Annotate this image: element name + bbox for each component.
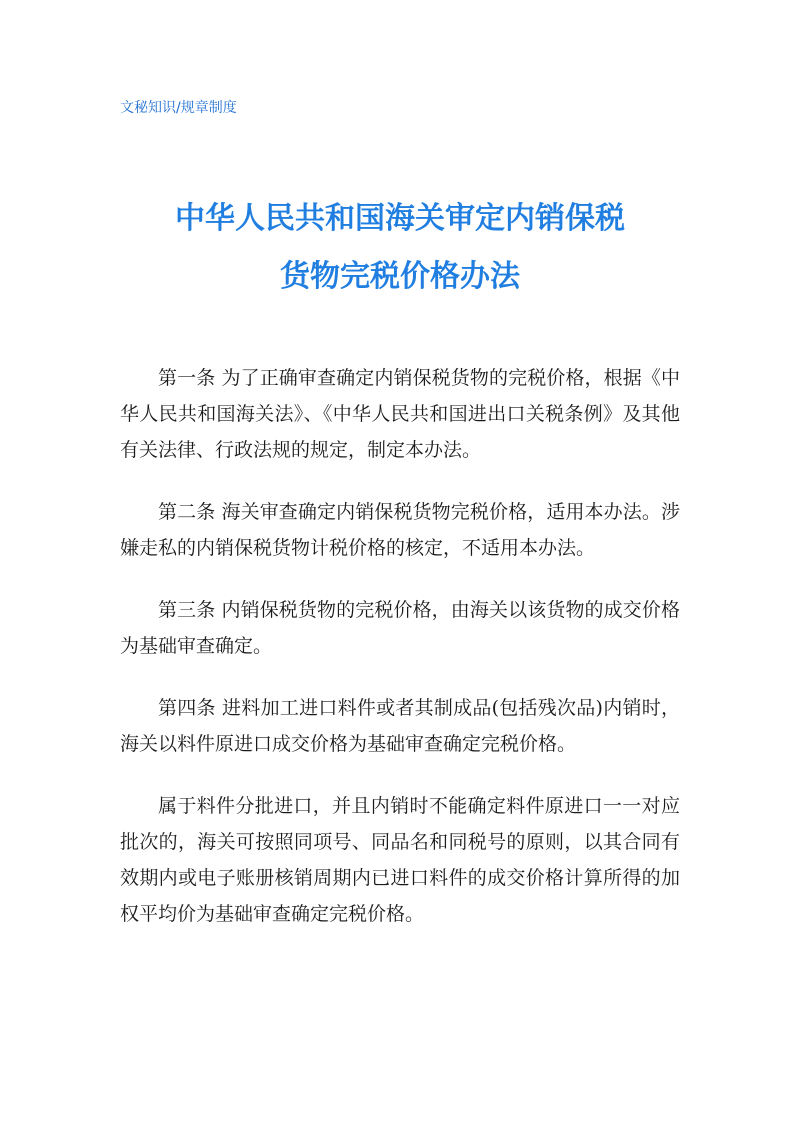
document-body — [120, 360, 680, 958]
document-title-line-2: 货物完税价格办法 — [280, 259, 520, 294]
paragraph-article-3: 第三条 内销保税货物的完税价格，由海关以该货物的成交价格为基础审查确定。 — [120, 599, 680, 657]
document-category: 文秘知识/规章制度 — [120, 100, 237, 116]
paragraph-article-4-supplement: 属于料件分批进口，并且内销时不能确定料件原进口一一对应批次的，海关可按照同项号、同品名和同税号的原则，以其合同有效期内或电子账册核销周期内已进口料件的成交价格计算所得的加权平均价为基础审查确定完税价格。 — [120, 795, 680, 925]
paragraph-article-4: 第四条 进料加工进口料件或者其制成品(包括残次品)内销时，海关以料件原进口成交价格为基础审查确定完税价格。 — [120, 697, 680, 755]
paragraph-article-2: 第二条 海关审查确定内销保税货物完税价格，适用本办法。涉嫌走私的内销保税货物计税价格的核定，不适用本办法。 — [120, 501, 680, 559]
paragraph-article-1: 第一条 为了正确审查确定内销保税货物的完税价格，根据《中华人民共和国海关法》、《中华人民共和国进出口关税条例》及其他有关法律、行政法规的规定，制定本办法。 — [120, 367, 680, 461]
document-title — [80, 190, 720, 306]
document-title-line-1: 中华人民共和国海关审定内销保税 — [175, 201, 625, 236]
